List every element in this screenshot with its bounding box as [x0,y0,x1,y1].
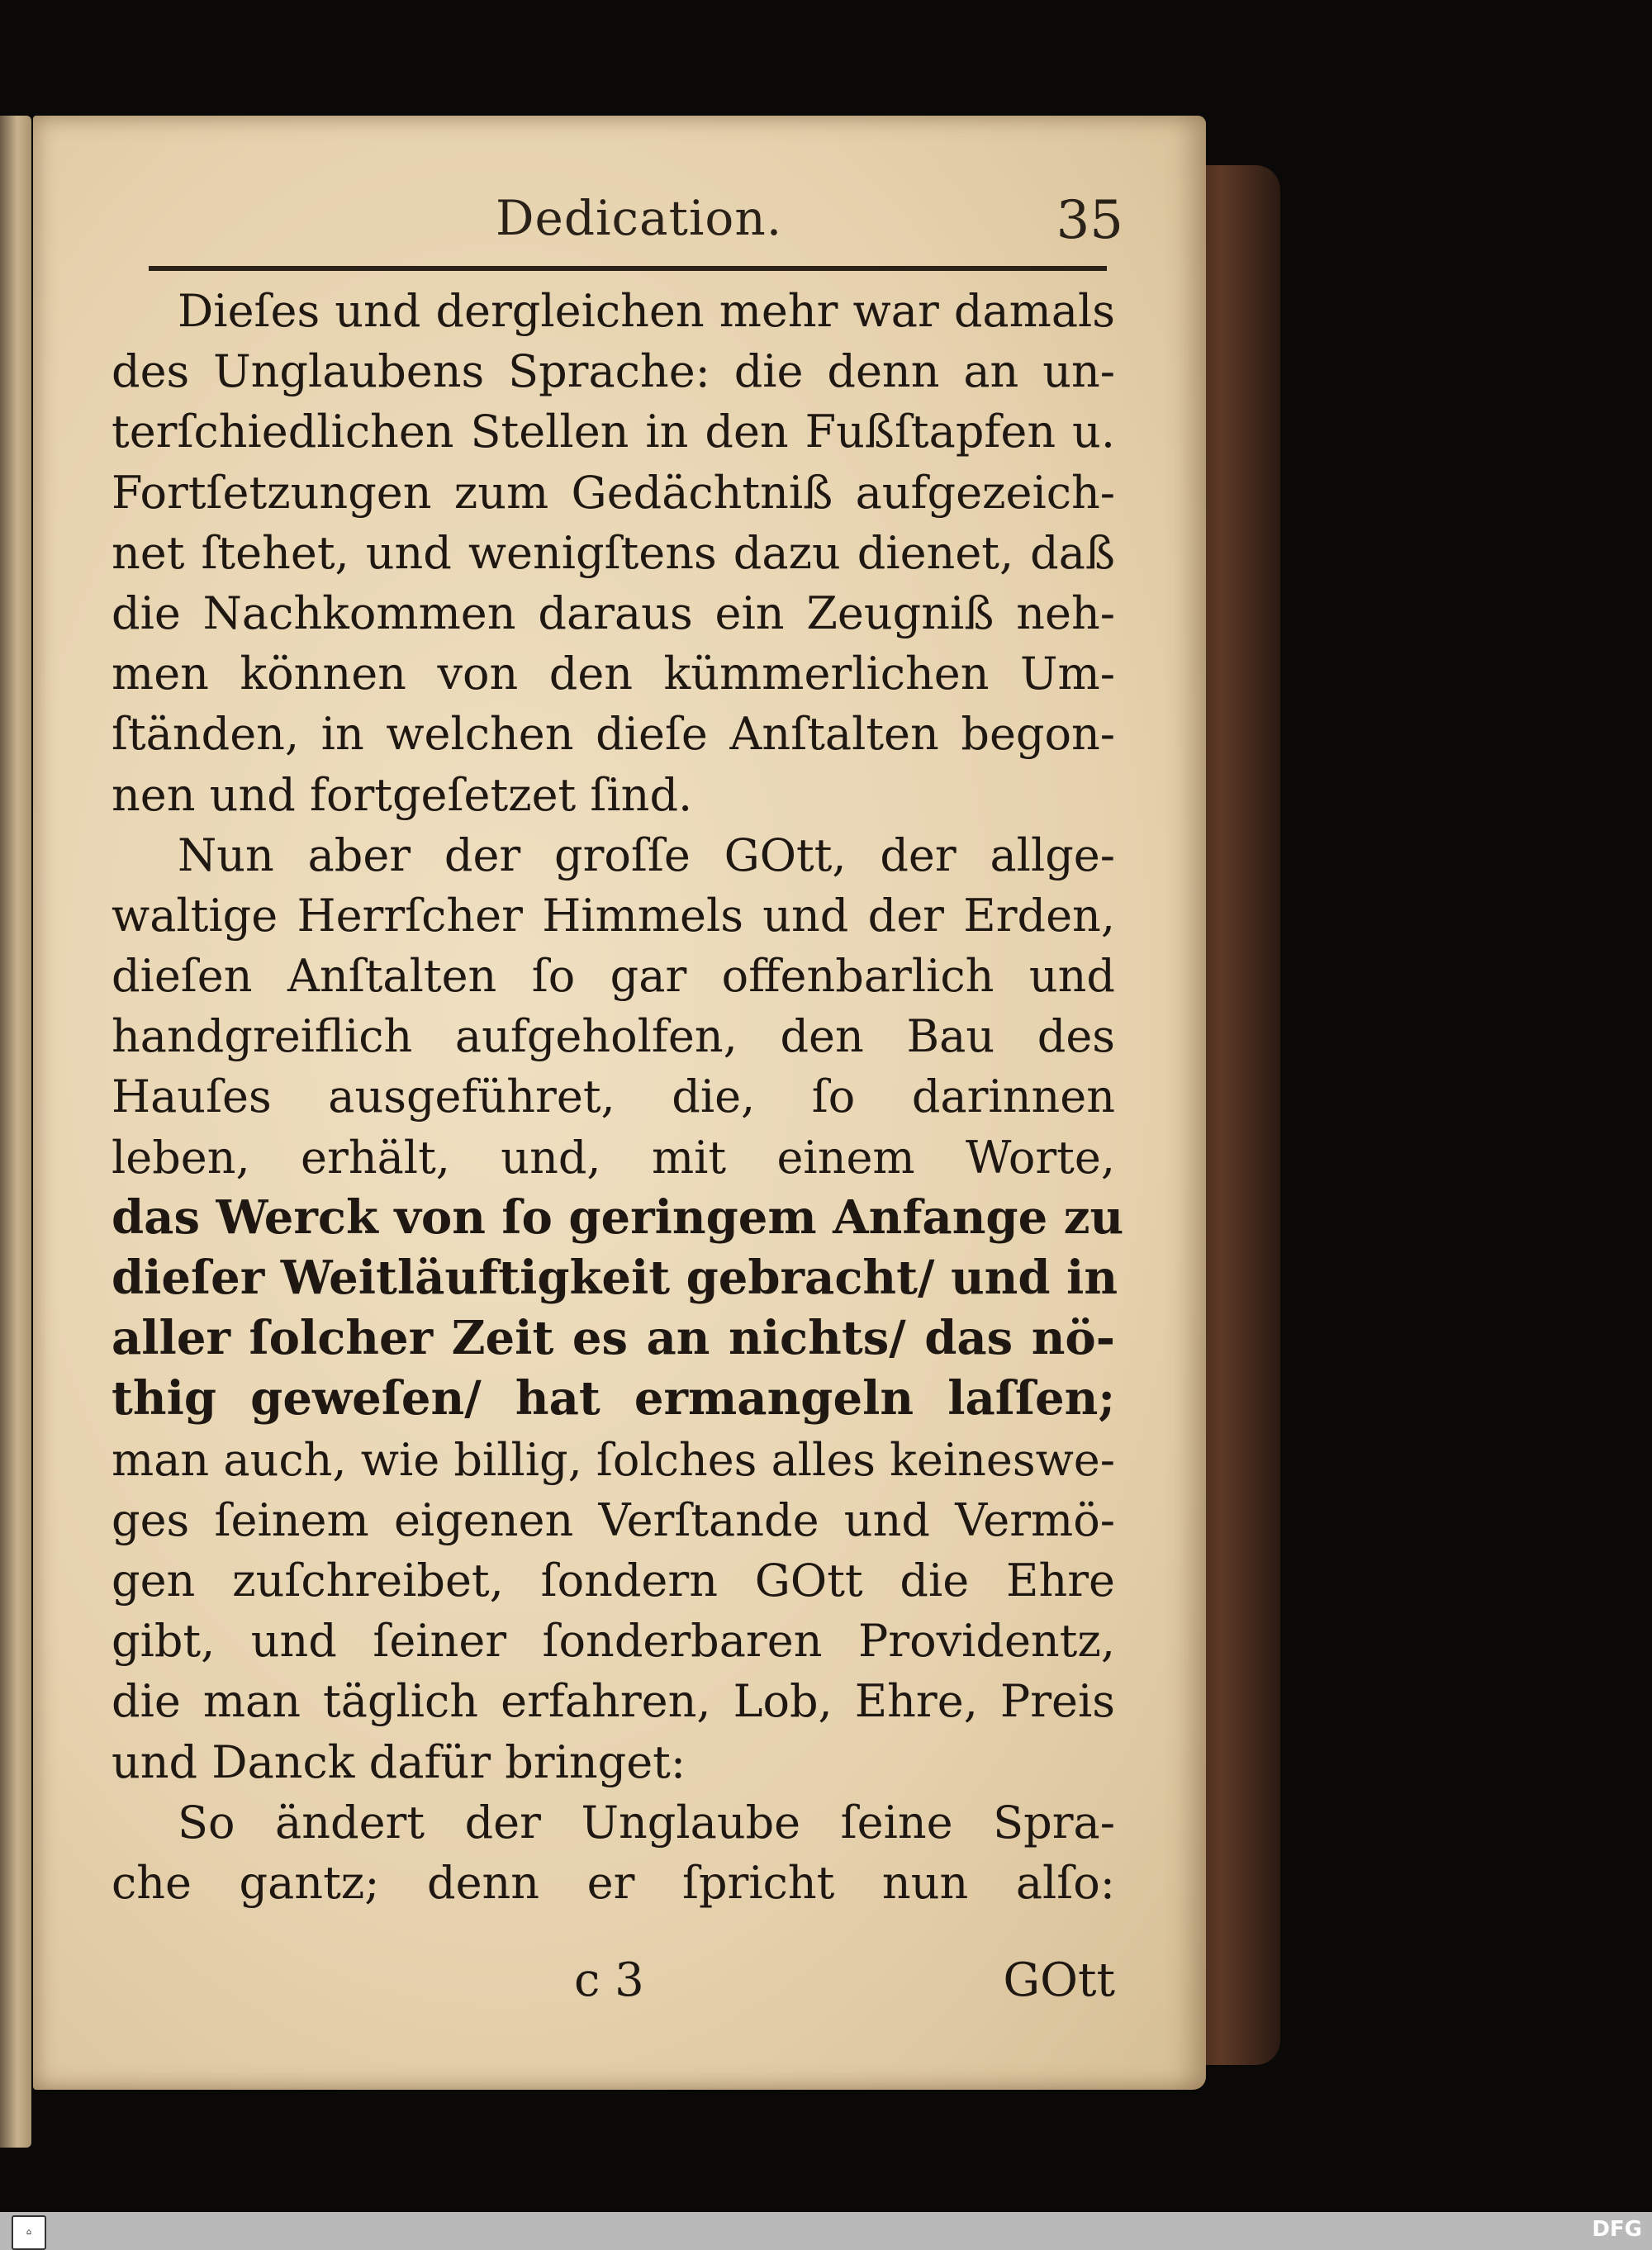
text-line: che gantz; denn er ſpricht nun alſo: [112,1856,1115,1909]
text-line: net ſtehet, und wenigſtens dazu dienet, daß [112,526,1115,579]
text-line: men können von den kümmerlichen Um- [112,648,1115,700]
book-page [33,116,1206,2090]
text-line: handgreiflich aufgeholfen, den Bau des [112,1010,1115,1063]
text-line: nen und fortgeſetzet ſind. [112,768,693,821]
running-title: Dedication. [496,190,783,246]
dfg-logo: DFG [1592,2217,1642,2242]
text-line: die man täglich erfahren, Lob, Ehre, Preis [112,1675,1115,1728]
text-line: Fortſetzungen zum Gedächtniß aufgezeich- [112,466,1115,519]
catchword: GOtt [1003,1953,1115,2007]
text-line: und Danck dafür bringet: [112,1735,686,1788]
library-logo-icon: ⌂ [12,2215,46,2250]
page-footer [112,1953,1115,2020]
viewer-bottom-bar [0,2212,1652,2250]
text-line: aller ſolcher Zeit es an nichts/ das nö- [112,1311,1115,1366]
signature-mark: c 3 [574,1953,644,2007]
header-rule [149,266,1107,271]
text-line: terſchiedlichen Stellen in den Fußſtapfen u. [112,406,1115,458]
text-line: Nun aber der groſſe GOtt, der allge- [178,828,1115,881]
text-line: thig geweſen/ hat ermangeln laſſen; [112,1371,1115,1426]
text-line: leben, erhält, und, mit einem Worte, [112,1131,1115,1184]
text-line: waltige Herrſcher Himmels und der Erden, [112,889,1115,942]
text-line: Hauſes ausgeführet, die, ſo darinnen [112,1070,1115,1123]
previous-page-edge [0,116,31,2148]
text-line: ſtänden, in welchen dieſe Anſtalten begon- [112,708,1115,761]
text-line: man auch, wie billig, ſolches alles keineswe- [112,1433,1115,1486]
text-line: des Unglaubens Sprache: die denn an un- [112,345,1115,398]
page-number: 35 [1056,190,1123,251]
page-header [149,190,1123,281]
text-line: Dieſes und dergleichen mehr war damals [178,285,1115,337]
text-line: gibt, und ſeiner ſonderbaren Providentz, [112,1615,1115,1668]
text-line: dieſen Anſtalten ſo gar offenbarlich und [112,950,1115,1003]
text-line: das Werck von ſo geringem Anfange zu [112,1189,1124,1245]
body-text [112,281,1124,1913]
text-line: So ändert der Unglaube ſeine Spra- [178,1796,1115,1849]
text-line: dieſer Weitläuftigkeit gebracht/ und in [112,1251,1118,1305]
text-line: gen zuſchreibet, ſondern GOtt die Ehre [112,1554,1115,1607]
text-line: die Nachkommen daraus ein Zeugniß neh- [112,586,1115,639]
text-line: ges ſeinem eigenen Verſtande und Vermö- [112,1493,1115,1546]
